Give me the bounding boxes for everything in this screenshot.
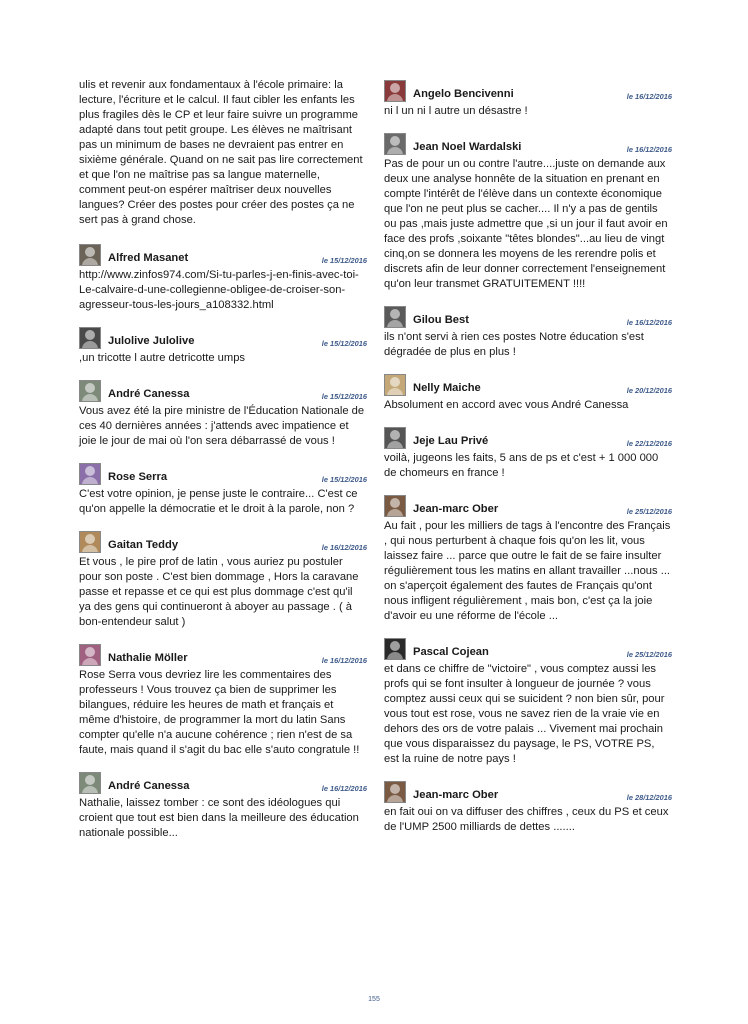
comment-text: Au fait , pour les milliers de tags à l'encontre des Français , qui nous perturbent à chaque fois qu'on les lit, vous laissez faire ... parce que outre le fait de se faire insulter régulièrement tous les matins en allant travailler ...nous ... on s'aperçoit également des fautes de Français qu'ont nous infligent régulièrement , mais bon, c'est ça la joie d'avoir eu une réforme de l'école ... [384,520,671,622]
comment-header [384,425,672,449]
avatar-icon[interactable] [384,638,406,660]
comment-header [79,642,367,666]
page-number: 155 [368,996,380,1003]
avatar-icon[interactable] [384,781,406,803]
comment-text: http://www.zinfos974.com/Si-tu-parles-j-en-finis-avec-toi-Le-calvaire-d-une-collegienne-obligee-de-croiser-son-agresseur-tous-les-jours_a108332.html [79,269,359,311]
comment-text: Nathalie, laissez tomber : ce sont des idéologues qui croient que tout est bien dans la meilleure des éducation nationale possible... [79,797,359,839]
comment-author[interactable]: Pascal Cojean [413,646,489,658]
comment-author[interactable]: Nelly Maiche [413,382,481,394]
comment-item [79,770,367,841]
comment-date: le 28/12/2016 [626,793,672,802]
comment-header [79,378,367,402]
comment-header [384,304,672,328]
comment-date: le 16/12/2016 [626,145,672,154]
comment-item [79,529,367,630]
comment-text: Vous avez été la pire ministre de l'Éducation Nationale de ces 40 dernières années : j'attends avec impatience et joie le jour de mai où l'on sera débarrassé de vous ! [79,405,365,447]
avatar-icon[interactable] [79,327,101,349]
avatar-icon[interactable] [384,427,406,449]
comment-item [79,461,367,517]
comment-date: le 16/12/2016 [626,92,672,101]
avatar-icon[interactable] [79,463,101,485]
comment-author[interactable]: Gilou Best [413,314,469,326]
comment-item [384,78,672,119]
comment-author[interactable]: Jeje Lau Privé [413,435,489,447]
avatar-icon[interactable] [384,80,406,102]
comment-item [79,642,367,758]
comment-item [79,242,367,313]
comment-author[interactable]: André Canessa [108,388,190,400]
comment-author[interactable]: Angelo Bencivenni [413,88,514,100]
comment-header [384,78,672,102]
intro-paragraph: ulis et revenir aux fondamentaux à l'école primaire: la lecture, l'écriture et le calcul. Il faut cibler les enfants les plus fragiles dès le CP et leur faire suivre un programme adapté dans tout petit groupe. Les élèves ne maîtrisant pas un minimum de bases ne devraient pas entrer en sixième générale. Quand on ne sait pas lire correctement et que l'on ne maîtrise pas sa langue maternelle, comment peut-on espérer maîtriser deux nouvelles langues? Créer des postes pour créer des postes ça ne sert pas à grand chose. [79,79,363,226]
comment-header [384,493,672,517]
avatar-icon[interactable] [384,374,406,396]
comment-text: Et vous , le pire prof de latin , vous auriez pu postuler pour son poste . C'est bien dommage , Hors la caravane passe et repasse et ce qui est plus dommage c'est qu'il ya des gens qui continueront à aboyer au passage . ( à bon-entendeur salut ) [79,556,359,628]
comment-date: le 25/12/2016 [626,650,672,659]
comment-author[interactable]: Nathalie Möller [108,652,188,664]
comment-header [384,779,672,803]
comment-author[interactable]: Alfred Masanet [108,252,189,264]
comment-header [79,529,367,553]
comment-item [384,131,672,292]
comment-text: en fait oui on va diffuser des chiffres , ceux du PS et ceux de l'UMP 2500 milliards de dettes ....... [384,806,669,833]
left-comment-list [79,242,367,841]
avatar-icon[interactable] [79,772,101,794]
comment-text: Absolument en accord avec vous André Canessa [384,399,629,411]
comment-item [384,493,672,624]
comment-date: le 16/12/2016 [321,656,367,665]
comment-date: le 16/12/2016 [626,318,672,327]
comment-author[interactable]: Jean-marc Ober [413,789,499,801]
comment-header [79,325,367,349]
comment-text: ,un tricotte l autre detricotte umps [79,352,246,364]
comment-text: ni l un ni l autre un désastre ! [384,105,528,117]
comment-date: le 15/12/2016 [321,339,367,348]
comment-item [384,636,672,767]
comment-date: le 22/12/2016 [626,439,672,448]
comment-item [79,325,367,366]
comment-date: le 15/12/2016 [321,256,367,265]
comment-item [384,372,672,413]
comment-header [384,131,672,155]
comment-text: et dans ce chiffre de "victoire" , vous comptez aussi les profs qui se font insulter à longueur de journée ? vous comptez aussi ceux qui se suicident ? non bien sûr, pour vous tout est rose, vous ne savez rien de la vraie vie en dehors des ors de votre palais ... Vivement mai prochain que vous disparaissez du paysage, le PS, VOTRE PS, est la ruine de notre pays ! [384,663,665,765]
comment-author[interactable]: Rose Serra [108,471,168,483]
comment-date: le 16/12/2016 [321,784,367,793]
right-column [384,78,672,847]
comment-author[interactable]: Jean-marc Ober [413,503,499,515]
avatar-icon[interactable] [384,495,406,517]
comment-author[interactable]: Jean Noel Wardalski [413,141,522,153]
comment-author[interactable]: Gaitan Teddy [108,539,179,551]
comment-date: le 15/12/2016 [321,392,367,401]
comment-header [79,461,367,485]
comment-header [384,636,672,660]
comment-author[interactable]: Julolive Julolive [108,335,195,347]
comment-text: C'est votre opinion, je pense juste le contraire... C'est ce qu'on appelle la démocratie et le droit à la parole, non ? [79,488,358,515]
avatar-icon[interactable] [79,644,101,666]
comment-date: le 16/12/2016 [321,543,367,552]
comment-text: Rose Serra vous devriez lire les commentaires des professeurs ! Vous trouvez ça bien de supprimer les bilangues, réduire les heures de math et français et même d'histoire, de programmer la mort du latin Sans compter qu'elle n'a aucune cohérence ; rien n'est de sa faute, mais quand il s'agit du bac elle s'auto congratule !! [79,669,360,756]
comment-author[interactable]: André Canessa [108,780,190,792]
comment-text: ils n'ont servi à rien ces postes Notre éducation s'est dégradée de plus en plus ! [384,331,644,358]
comment-header [79,770,367,794]
avatar-icon[interactable] [384,133,406,155]
avatar-icon[interactable] [79,244,101,266]
comment-item [384,425,672,481]
avatar-icon[interactable] [79,531,101,553]
right-comment-list [384,78,672,835]
comment-date: le 15/12/2016 [321,475,367,484]
comment-header [79,242,367,266]
comment-text: Pas de pour un ou contre l'autre....juste on demande aux deux une analyse honnête de la situation en prenant en compte l'intérêt de l'élève dans un contexte économique que l'on ne peut plus se cacher.... Il n'y a pas de gentils ou pas ,mais juste admettre que ,si un jour il faut avoir en face des profs ,soixante "têtes blondes"...au lieu de vingt cinq,on se donnera les moyens de les rerendre polis et discrets afin de leur donner correctement l'enseignement qu'on leur transmet GRATUITEMENT !!!! [384,158,668,290]
avatar-icon[interactable] [79,380,101,402]
comment-header [384,372,672,396]
comment-item [384,779,672,835]
comment-date: le 20/12/2016 [626,386,672,395]
avatar-icon[interactable] [384,306,406,328]
comment-text: voilà, jugeons les faits, 5 ans de ps et c'est + 1 000 000 de chomeurs en france ! [384,452,659,479]
comment-item [79,378,367,449]
comment-date: le 25/12/2016 [626,507,672,516]
left-column [79,78,367,853]
comment-item [384,304,672,360]
